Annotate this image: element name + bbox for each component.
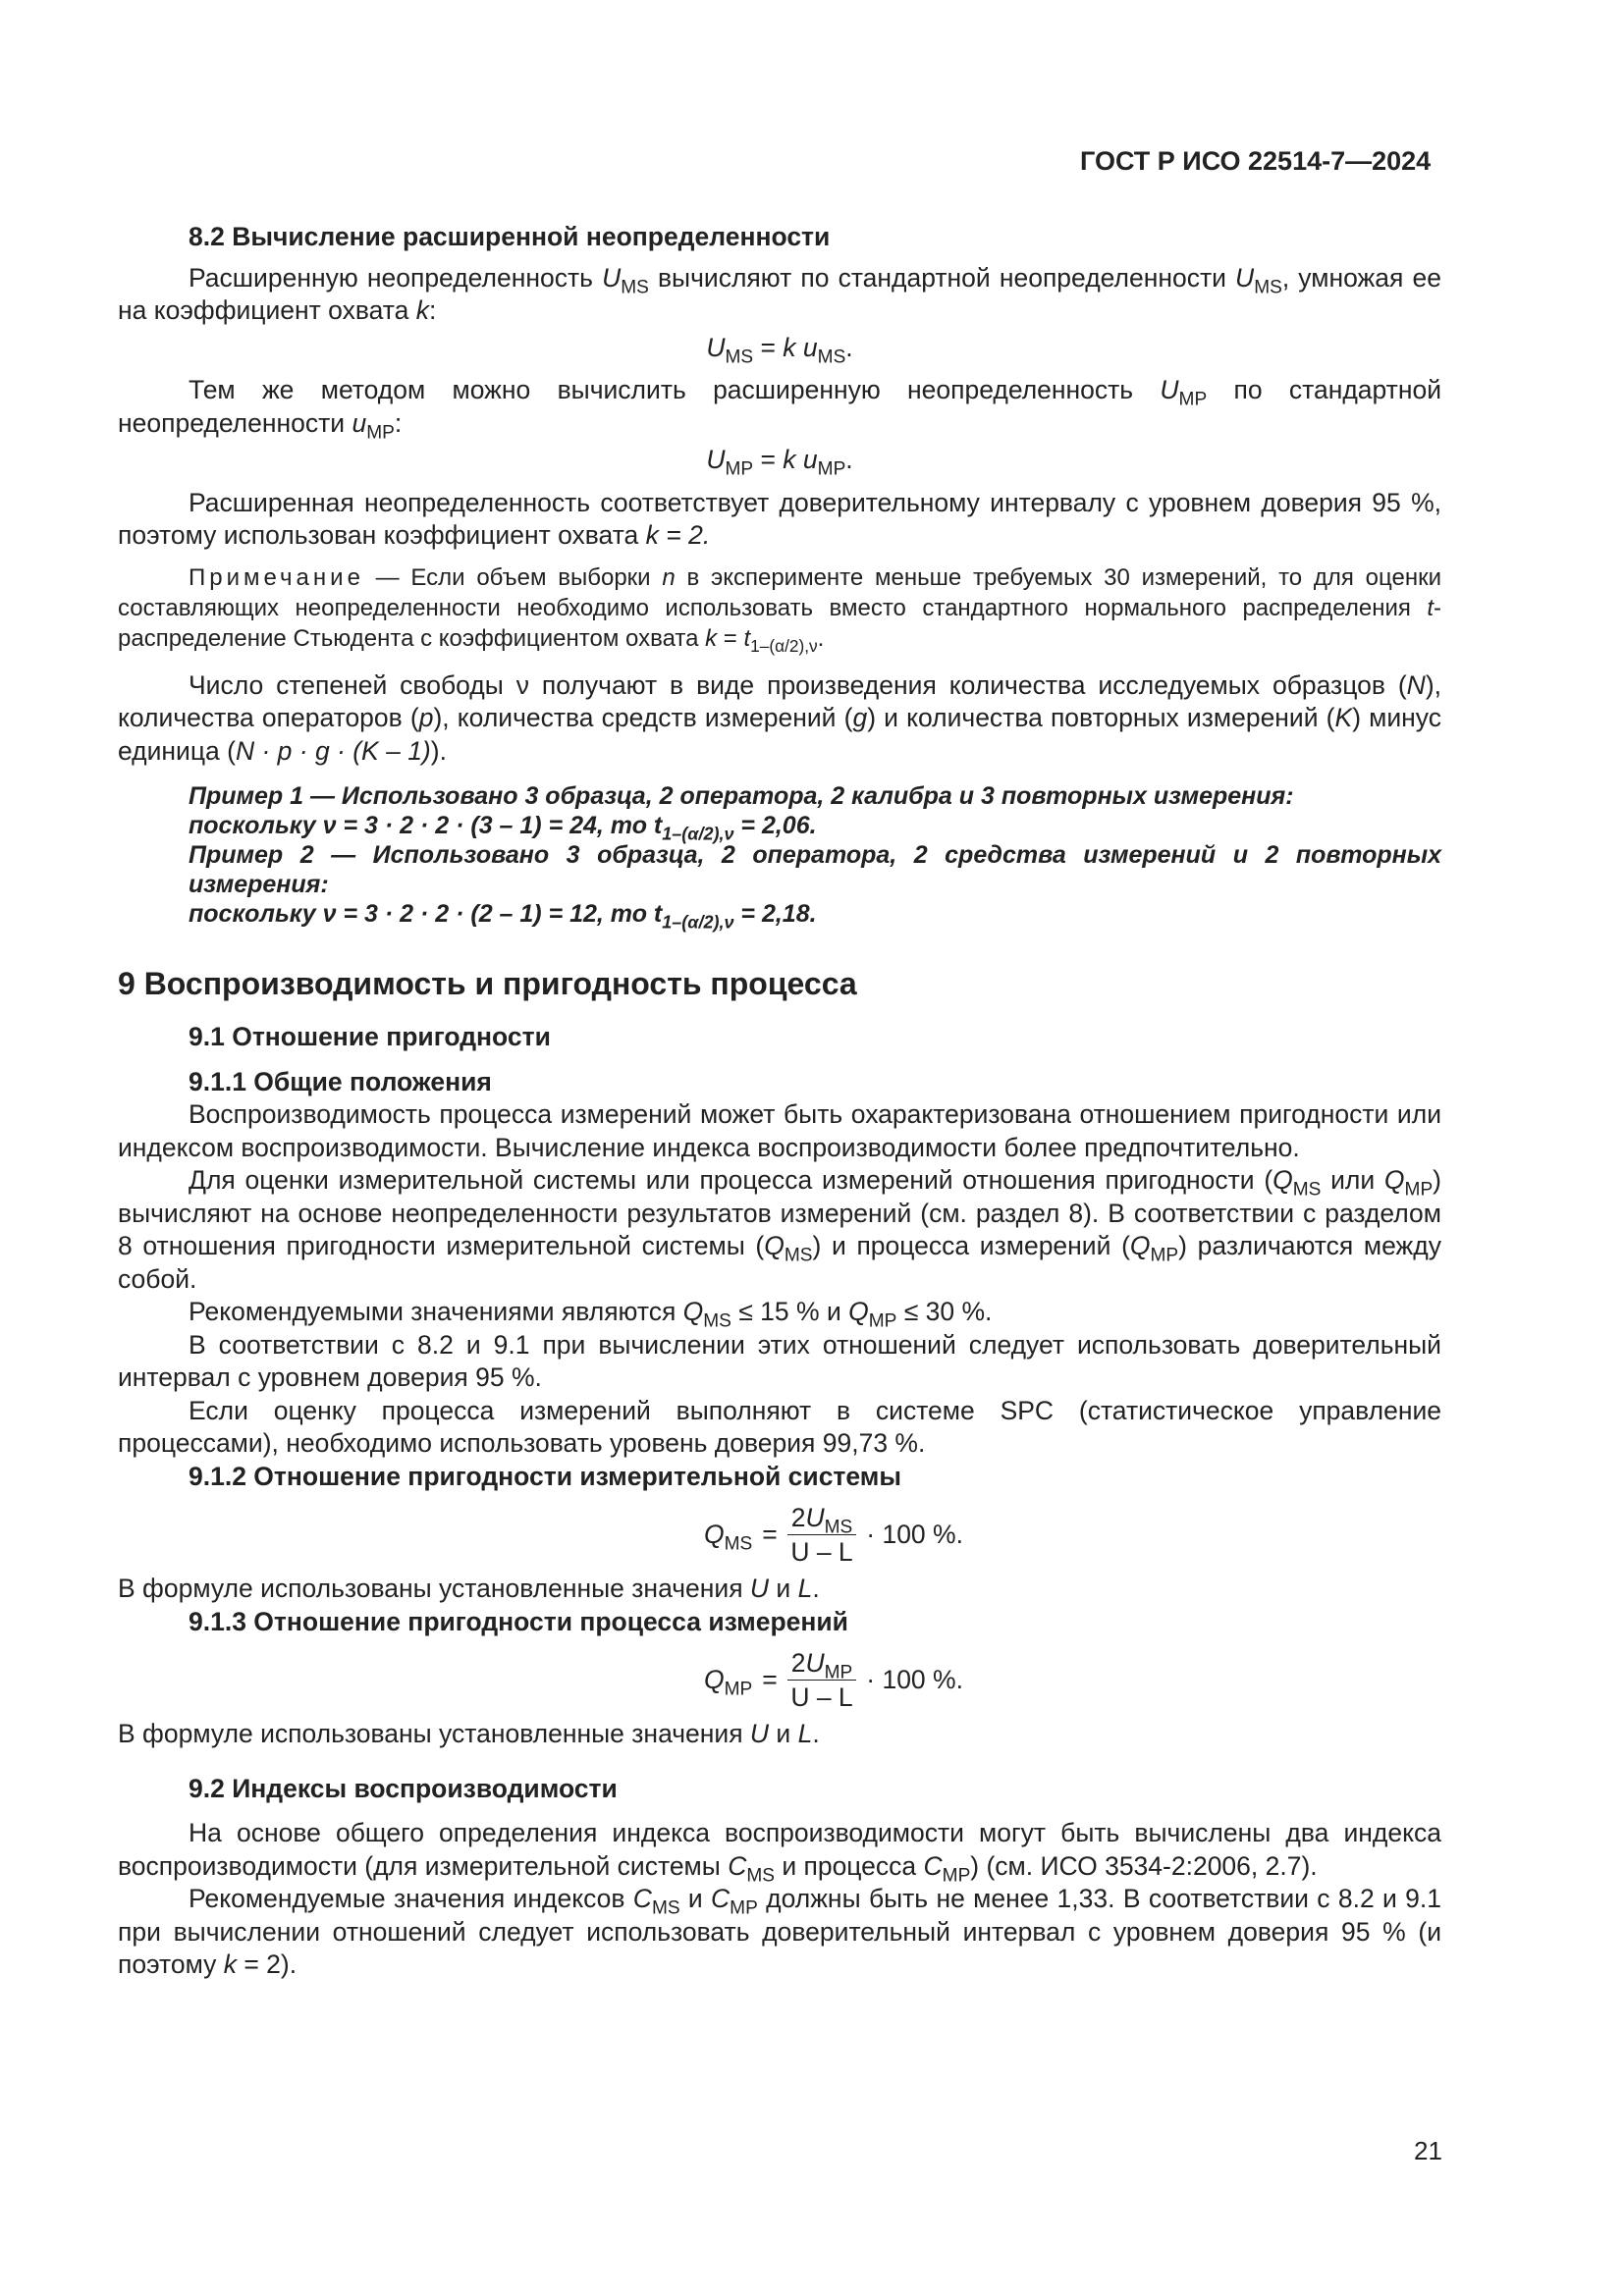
paragraph-9-1-1-1: Воспроизводимость процесса измерений может быть охарактеризована отношением пригодности или индексом воспроизводимости. Вычисление индекса воспроизводимости более предпочтительно. bbox=[118, 1099, 1441, 1162]
paragraph-9-1-1-3: Рекомендуемыми значениями являются $Q_{MS} \le 15$ % и $Q_{MP} \le 30$ %. bbox=[189, 1297, 993, 1332]
heading-9-1-1: 9.1.1 Общие положения bbox=[189, 1066, 492, 1096]
paragraph-9-2-1: На основе общего определения индекса воспроизводимости могут быть вычислены два индекса воспроизводимости (для измерительной системы $C_{MS}$ и процесса $C_{MP}$) (см. ИСО 3534-2:2006, 2.7). bbox=[118, 1818, 1441, 1887]
heading-section-9: 9 Воспроизводимость и пригодность процесса bbox=[118, 966, 857, 1001]
formula-qms: $Q_{MS}$ = $\frac{2U_{MS}}{U - L}$ · 100 %. bbox=[704, 1503, 963, 1567]
paragraph-8-2-2: Тем же методом можно вычислить расширенную неопределенность $U_{MP}$ по стандартной неопределенности $u_{MP}$: bbox=[118, 375, 1441, 444]
paragraph-9-2-2: Рекомендуемые значения индексов $C_{MS}$ и $C_{MP}$ должны быть не менее 1,33. В соответствии с 8.2 и 9.1 при вычислении отношений следует использовать доверительный интервал с уровнем доверия 95 % (и поэтому k = 2). bbox=[118, 1884, 1442, 1979]
paragraph-8-2-3: Расширенная неопределенность соответствует доверительному интервалу с уровнем доверия 95 %, поэтому использован коэффициент охвата k = 2. bbox=[118, 487, 1441, 550]
document-standard-id: ГОСТ Р ИСО 22514-7—2024 bbox=[1080, 146, 1432, 176]
examples-block bbox=[118, 781, 1441, 933]
paragraph-9-1-1-5: Если оценку процесса измерений выполняют в системе SPC (статистическое управление процессами), необходимо использовать уровень доверия 99,73 %. bbox=[118, 1395, 1441, 1458]
formula-qms-note: В формуле использованы установленные значения U и L. bbox=[118, 1574, 820, 1603]
paragraph-8-2-4: Число степеней свободы ν получают в виде произведения количества исследуемых образцов (N), количества операторов (p), количества средств измерений (g) и количества повторных измерений (K) минус единица (N · p · g · (K – 1)). bbox=[118, 669, 1441, 766]
formula-ump: $U_{MP} = k$ $u_{MP}$. bbox=[706, 445, 853, 480]
heading-9-1-3: 9.1.3 Отношение пригодности процесса измерений bbox=[189, 1606, 848, 1636]
page-body bbox=[118, 221, 1441, 1982]
example-2-line-1: Пример 2 — Использовано 3 образца, 2 оператора, 2 средства измерений и 2 повторных измерения: bbox=[189, 841, 1441, 898]
formula-ums: $U_{MS} = k$ $u_{MS}$. bbox=[706, 332, 853, 368]
heading-8-2: 8.2 Вычисление расширенной неопределенности bbox=[189, 222, 831, 251]
note-label: Примечание bbox=[189, 563, 364, 591]
heading-9-1-2: 9.1.2 Отношение пригодности измерительной системы bbox=[189, 1461, 902, 1491]
paragraph-8-2-1: Расширенную неопределенность $U_{MS}$ вычисляют по стандартной неопределенности $U_{MS}$, умножая ее на коэффициент охвата k: bbox=[118, 262, 1441, 325]
example-1-line-1: Пример 1 — Использовано 3 образца, 2 оператора, 2 калибра и 3 повторных измерения: bbox=[189, 782, 1294, 810]
example-1-line-2: поскольку ν = 3 · 2 · 2 · (3 – 1) = 24, то $t_{1-(\alpha/2),\nu} = 2,06$. bbox=[189, 812, 817, 844]
formula-qmp-note: В формуле использованы установленные значения U и L. bbox=[118, 1719, 820, 1748]
formula-qmp: $Q_{MP}$ = $\frac{2U_{MP}}{U - L}$ · 100 %. bbox=[704, 1648, 963, 1712]
heading-9-2: 9.2 Индексы воспроизводимости bbox=[189, 1773, 618, 1803]
paragraph-9-1-1-4: В соответствии с 8.2 и 9.1 при вычислении этих отношений следует использовать доверительный интервал с уровнем доверия 95 %. bbox=[118, 1329, 1441, 1392]
paragraph-9-1-1-2: Для оценки измерительной системы или процесса измерений отношения пригодности ($Q_{MS}$ или $Q_{MP}$) вычисляют на основе неопределенности результатов измерений (см. раздел 8). В соответствии с разделом 8 отношения пригодности измерительной системы $(Q_{MS})$ и процесса измерений $(Q_{MP})$ различаются между собой. bbox=[118, 1165, 1441, 1294]
note-paragraph: Примечание — Если объем выборки n в эксперименте меньше требуемых 30 измерений, то для оценки составляющих неопределенности необходимо использовать вместо стандартного нормального распределения t-распределение Стьюдента с коэффициентом охвата $k = t_{1-(\alpha/2),\nu}$. bbox=[118, 563, 1441, 656]
example-2-line-2: поскольку ν = 3 · 2 · 2 · (2 – 1) = 12, то $t_{1-(\alpha/2),\nu} = 2,18$. bbox=[189, 900, 817, 933]
page-number: 21 bbox=[1414, 2136, 1442, 2165]
heading-9-1: 9.1 Отношение пригодности bbox=[189, 1022, 551, 1051]
